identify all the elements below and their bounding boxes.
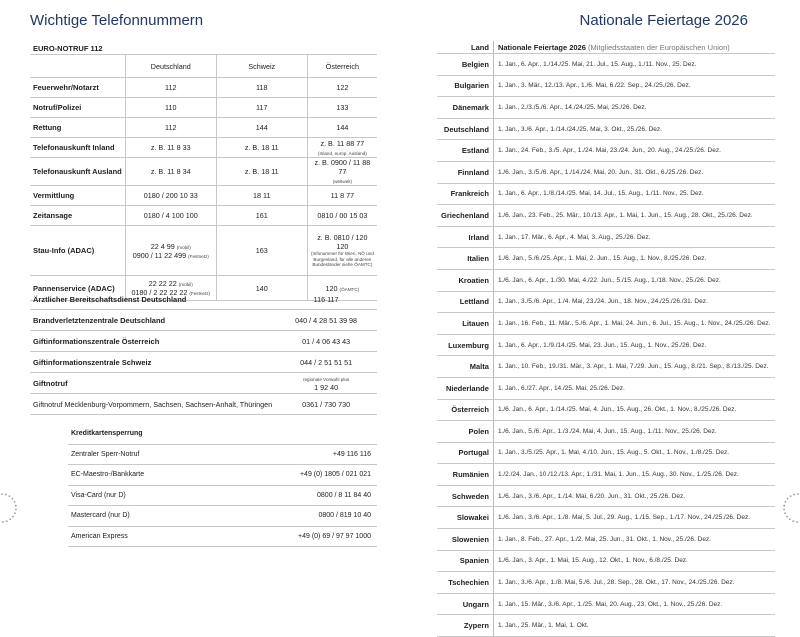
- table-row: [30, 373, 377, 394]
- value-note: (Inland, europ. Ausland): [317, 150, 367, 156]
- table-row: [437, 377, 775, 399]
- value-at: 133: [307, 98, 377, 118]
- row-label: Feuerwehr/Notarzt: [30, 78, 125, 98]
- table-row: [68, 465, 377, 486]
- country-name: Dänemark: [437, 97, 493, 119]
- row-label: Telefonauskunft Ausland: [30, 158, 125, 186]
- holiday-dates: 1. Jan., 15. Mär., 3./6. Apr., 1./25. Mai, 20. Aug., 23. Okt., 1. Nov., 25./26. Dez.: [493, 593, 774, 615]
- decorative-dot: [12, 498, 14, 500]
- value-at: [307, 138, 377, 158]
- value-de: z. B. 11 8 34: [125, 158, 216, 186]
- value-text: 0180 / 2 22 22 22: [131, 288, 188, 297]
- decorative-dot: [783, 509, 785, 511]
- table-row: [437, 54, 775, 76]
- table-row: [437, 485, 775, 507]
- value-ch: 144: [216, 118, 307, 138]
- card-label: Mastercard (nur D): [68, 506, 258, 527]
- card-label: EC-Maestro-/Bankkarte: [68, 465, 258, 486]
- value-text: 0900 / 11 22 499: [132, 250, 187, 260]
- card-number: 0800 / 8 11 84 40: [258, 485, 377, 506]
- decorative-dot: [785, 501, 787, 503]
- table-row: [437, 269, 775, 291]
- table-row: [437, 118, 775, 140]
- table-row: [30, 78, 377, 98]
- value-note: regionale Vorwahl plus: [302, 377, 350, 382]
- table-row: [437, 442, 775, 464]
- holiday-dates: 1./2./24. Jan., 10./12./13. Apr., 1./31. Mai, 1. Jun., 15. Aug., 30. Nov., 1./25./26. Dez.: [493, 464, 774, 486]
- value-de: 0180 / 200 10 33: [125, 186, 216, 206]
- col-title-text: Nationale Feiertage 2026: [497, 42, 586, 52]
- value-text: 1 92 40: [314, 383, 339, 392]
- country-name: Deutschland: [437, 118, 493, 140]
- decorative-dot: [9, 518, 11, 520]
- table-row: [437, 140, 775, 162]
- country-name: Lettland: [437, 291, 493, 313]
- country-name: Estland: [437, 140, 493, 162]
- euro-notruf-heading: EURO-NOTRUF 112: [30, 42, 377, 55]
- holiday-dates: 1./6. Jan., 3. Apr., 1. Mai, 15. Aug., 12. Okt., 1. Nov., 6./8./25. Dez.: [493, 550, 774, 572]
- country-name: Ungarn: [437, 593, 493, 615]
- holiday-dates: 1. Jan., 6. Apr., 1./14./25. Mai, 21. Jul., 15. Aug., 1./11. Nov., 25. Dez.: [493, 54, 774, 76]
- card-number: +49 (0) 1805 / 021 021: [258, 465, 377, 486]
- table-row: [437, 464, 775, 486]
- value-de: 110: [125, 98, 216, 118]
- holidays-header-row: [437, 41, 775, 54]
- table-row: [437, 75, 775, 97]
- left-page-title: Wichtige Telefonnummern: [30, 12, 204, 29]
- row-label: Stau-Info (ADAC): [30, 226, 125, 276]
- holiday-dates: 1. Jan., 8. Feb., 27. Apr., 1./2. Mai, 25. Jun., 31. Okt., 1. Nov., 25./26. Dez.: [493, 529, 774, 551]
- value-text: z. B. 0900 / 11 88 77: [314, 158, 371, 176]
- decorative-dot: [792, 520, 794, 522]
- value-at: [307, 226, 377, 276]
- decorative-dot: [793, 494, 795, 496]
- country-name: Irland: [437, 226, 493, 248]
- row-label: Pannenservice (ADAC): [30, 276, 125, 301]
- decorative-dot: [15, 505, 17, 507]
- col-land: Land: [437, 41, 493, 54]
- credit-card-table: [68, 424, 377, 547]
- value-at: 11 8 77: [307, 186, 377, 206]
- holiday-dates: 1. Jan., 16. Feb., 11. Mär., 5./6. Apr., 1. Mai, 24. Jun., 6. Jul., 15. Aug., 1. Nov., 24./25./26. Dez.: [493, 313, 774, 335]
- decorative-dot: [5, 494, 7, 496]
- table-row: [30, 206, 377, 226]
- table-row: [68, 444, 377, 465]
- value-at: [307, 158, 377, 186]
- holiday-dates: 1. Jan., 6./27. Apr., 14./25. Mai, 25./26. Dez.: [493, 377, 774, 399]
- table-row: [437, 550, 775, 572]
- holiday-dates: 1./6. Jan., 6. Apr., 1./14./25. Mai, 4. Jun., 15. Aug., 26. Okt., 1. Nov., 8./25./26. Dez.: [493, 399, 774, 421]
- country-name: Schweden: [437, 485, 493, 507]
- value-ch: 118: [216, 78, 307, 98]
- table-row: [30, 118, 377, 138]
- table-row: [30, 310, 377, 331]
- holiday-dates: 1. Jan., 2./3./5./6. Apr., 14./24./25. Mai, 25./26. Dez.: [493, 97, 774, 119]
- column-header-row: [30, 55, 377, 78]
- country-name: Niederlande: [437, 377, 493, 399]
- country-name: Polen: [437, 421, 493, 443]
- decorative-dot: [786, 516, 788, 518]
- country-name: Griechenland: [437, 205, 493, 227]
- emergency-numbers-table: [30, 42, 377, 301]
- table-row: [437, 226, 775, 248]
- decorative-dot: [787, 498, 789, 500]
- decorative-dot: [789, 518, 791, 520]
- holiday-dates: 1. Jan., 3./6. Apr., 1./8. Mai, 5./6. Jul., 28. Sep., 28. Okt., 17. Nov., 24./25./26. Dez.: [493, 572, 774, 594]
- value-ch: 161: [216, 206, 307, 226]
- country-name: Slowakei: [437, 507, 493, 529]
- holiday-dates: 1. Jan., 25. Mär., 1. Mai, 1. Okt.: [493, 615, 774, 637]
- card-label: Visa-Card (nur D): [68, 485, 258, 506]
- col-deutschland: Deutschland: [125, 55, 216, 78]
- col-holidays-title: [493, 41, 774, 54]
- value-ch: 140: [216, 276, 307, 301]
- holiday-dates: 1./6. Jan., 5./6./25. Apr., 1. Mai, 2. Jun., 15. Aug., 1. Nov., 8./25./26. Dez.: [493, 248, 774, 270]
- value-text: z. B. 11 88 77: [320, 138, 365, 148]
- value-at: 144: [307, 118, 377, 138]
- value-ch: 18 11: [216, 186, 307, 206]
- country-name: Luxemburg: [437, 334, 493, 356]
- service-number: [275, 373, 377, 394]
- country-name: Italien: [437, 248, 493, 270]
- country-name: Litauen: [437, 313, 493, 335]
- decorative-dot: [796, 521, 798, 523]
- service-label: Ärztlicher Bereitschaftsdienst Deutschland: [30, 289, 275, 310]
- table-row: [30, 331, 377, 352]
- decorative-dot: [12, 516, 14, 518]
- decorative-dot: [784, 512, 786, 514]
- value-text: 22 4 99: [150, 241, 175, 251]
- card-number: +49 116 116: [258, 444, 377, 465]
- country-name: Spanien: [437, 550, 493, 572]
- table-row: [437, 248, 775, 270]
- holidays-table: [437, 41, 775, 637]
- service-label: Giftinformationszentrale Österreich: [30, 331, 275, 352]
- table-row: [437, 399, 775, 421]
- service-number: 01 / 4 06 43 43: [275, 331, 377, 352]
- table-row: [30, 138, 377, 158]
- value-de: z. B. 11 8 33: [125, 138, 216, 158]
- row-label: Notruf/Polizei: [30, 98, 125, 118]
- holiday-dates: 1. Jan., 3. Mär., 12./13. Apr., 1./6. Mai, 6./22. Sep., 24./25./26. Dez.: [493, 75, 774, 97]
- col-oesterreich: Österreich: [307, 55, 377, 78]
- table-row: [437, 97, 775, 119]
- service-label: Brandverletztenzentrale Deutschland: [30, 310, 275, 331]
- table-row: [30, 98, 377, 118]
- country-name: Finnland: [437, 161, 493, 183]
- table-row: [30, 289, 377, 310]
- decorative-dot: [790, 495, 792, 497]
- decorative-dots-right: [766, 490, 800, 526]
- decorative-dot: [14, 501, 16, 503]
- table-row: [437, 334, 775, 356]
- decorative-dot: [9, 495, 11, 497]
- table-row: [437, 421, 775, 443]
- table-heading-row: [68, 424, 377, 444]
- table-row: [437, 313, 775, 335]
- service-label: Giftnotruf: [30, 373, 275, 394]
- decorative-dot: [14, 512, 16, 514]
- table-row: [437, 593, 775, 615]
- value-ch: 117: [216, 98, 307, 118]
- value-text: 22 22 22: [148, 279, 177, 288]
- holiday-dates: 1. Jan., 24. Feb., 3./5. Apr., 1./24. Mai, 23./24. Jun., 20. Aug., 24./25./26. Dez.: [493, 140, 774, 162]
- country-name: Tschechien: [437, 572, 493, 594]
- holiday-dates: 1. Jan., 3./5./25. Apr., 1. Mai, 4./10. Jun., 15. Aug., 5. Okt., 1. Nov., 1./8./25. Dez.: [493, 442, 774, 464]
- holiday-dates: 1. Jan., 6. Apr., 1./8./14./25. Mai, 14. Jul., 15. Aug., 1./11. Nov., 25. Dez.: [493, 183, 774, 205]
- service-label: Giftinformationszentrale Schweiz: [30, 352, 275, 373]
- table-row: [68, 485, 377, 506]
- holiday-dates: 1. Jan., 6. Apr., 1./9./14./25. Mai, 23. Jun., 15. Aug., 1. Nov., 25./26. Dez.: [493, 334, 774, 356]
- service-number: 0361 / 730 730: [275, 394, 377, 415]
- value-de: 0180 / 4 100 100: [125, 206, 216, 226]
- country-name: Rumänien: [437, 464, 493, 486]
- row-label: Zeitansage: [30, 206, 125, 226]
- decorative-dot: [1, 493, 3, 495]
- table-row: [437, 529, 775, 551]
- table-row: [30, 226, 377, 276]
- table-row: [68, 506, 377, 527]
- credit-heading: Kreditkartensperrung: [68, 424, 377, 444]
- service-number: 040 / 4 28 51 39 98: [275, 310, 377, 331]
- holiday-dates: 1. Jan., 10. Feb., 19./31. Mär., 3. Apr., 1. Mai, 7./29. Jun., 15. Aug., 8./21. Sep., 8./13./25. Dez.: [493, 356, 774, 378]
- holiday-dates: 1. Jan., 17. Mär., 6. Apr., 4. Mai, 3. Aug., 25./26. Dez.: [493, 226, 774, 248]
- country-name: Belgien: [437, 54, 493, 76]
- holiday-dates: 1./6. Jan., 3./5./6. Apr., 1./14./24. Mai, 20. Jun., 31. Okt., 6./25./26. Dez.: [493, 161, 774, 183]
- table-row: [30, 394, 377, 415]
- row-label: Rettung: [30, 118, 125, 138]
- table-row: [68, 526, 377, 547]
- service-label: Giftnotruf Mecklenburg-Vorpommern, Sachsen, Sachsen-Anhalt, Thüringen: [30, 394, 275, 415]
- value-note: (Infonummer für Wien, NÖ und Burgenland, für alle anderen Bundesländer siehe ÖAMTC): [310, 251, 374, 267]
- decorative-dot: [2, 521, 4, 523]
- value-de: 112: [125, 118, 216, 138]
- value-note: (mobil): [178, 282, 193, 287]
- value-text: z. B. 0810 / 120 120: [317, 233, 368, 252]
- card-label: American Express: [68, 526, 258, 547]
- holiday-dates: 1./6. Jan., 3./6. Apr., 1./14. Mai, 6./20. Jun., 31. Okt., 25./26. Dez.: [493, 485, 774, 507]
- card-number: 0800 / 819 10 40: [258, 506, 377, 527]
- card-label: Zentraler Sperr-Notruf: [68, 444, 258, 465]
- country-name: Österreich: [437, 399, 493, 421]
- row-label: Vermittlung: [30, 186, 125, 206]
- table-row: [437, 356, 775, 378]
- table-row: [437, 183, 775, 205]
- right-page-title: Nationale Feiertage 2026: [579, 12, 748, 29]
- table-row: [437, 161, 775, 183]
- col-subtitle-text: (Mitgliedsstaaten der Europäischen Union): [588, 42, 730, 52]
- value-ch: z. B. 18 11: [216, 158, 307, 186]
- country-name: Zypern: [437, 615, 493, 637]
- country-name: Portugal: [437, 442, 493, 464]
- col-schweiz: Schweiz: [216, 55, 307, 78]
- value-de: 112: [125, 78, 216, 98]
- country-name: Malta: [437, 356, 493, 378]
- table-row: [30, 186, 377, 206]
- decorative-dot: [15, 509, 17, 511]
- value-text: 120: [325, 283, 338, 293]
- holiday-dates: 1./6. Jan., 3./6. Apr., 1./8. Mai, 5. Jul., 29. Aug., 1./15. Sep., 1./17. Nov., 24./25./26. Dez.: [493, 507, 774, 529]
- value-de: [125, 226, 216, 276]
- value-note: (Festnetz): [188, 253, 209, 259]
- table-row: [437, 205, 775, 227]
- country-name: Kroatien: [437, 269, 493, 291]
- holiday-dates: 1./6. Jan., 5./6. Apr., 1./3./24. Mai, 4. Jun., 15. Aug., 1./11. Nov., 25./26. Dez.: [493, 421, 774, 443]
- table-row: [30, 352, 377, 373]
- value-note: (ÖAMTC): [339, 286, 360, 292]
- holiday-dates: 1./6. Jan., 6. Apr., 1./30. Mai, 4./22. Jun., 5./15. Aug., 1./18. Nov., 25./26. Dez.: [493, 269, 774, 291]
- card-number: +49 (0) 69 / 97 97 1000: [258, 526, 377, 547]
- table-row: [437, 615, 775, 637]
- value-at: 122: [307, 78, 377, 98]
- country-name: Frankreich: [437, 183, 493, 205]
- table-row: [437, 291, 775, 313]
- holiday-dates: 1. Jan., 3./5./6. Apr., 1./4. Mai, 23./24. Jun., 18. Nov., 24./25./26./31. Dez.: [493, 291, 774, 313]
- value-note: (mobil): [176, 244, 191, 250]
- decorative-dots-left: [0, 490, 34, 526]
- country-name: Slowenien: [437, 529, 493, 551]
- value-ch: z. B. 18 11: [216, 138, 307, 158]
- table-row: [437, 507, 775, 529]
- holiday-dates: 1. Jan., 3./6. Apr., 1./14./24./25. Mai, 3. Okt., 25./26. Dez.: [493, 118, 774, 140]
- row-label: Telefonauskunft Inland: [30, 138, 125, 158]
- value-note: (Festnetz): [189, 291, 211, 296]
- decorative-dot: [783, 505, 785, 507]
- decorative-dot: [797, 493, 799, 495]
- decorative-dot: [6, 520, 8, 522]
- table-row: [30, 158, 377, 186]
- service-number: 116 117: [275, 289, 377, 310]
- value-ch: 163: [216, 226, 307, 276]
- country-name: Bulgarien: [437, 75, 493, 97]
- service-number: 044 / 2 51 51 51: [275, 352, 377, 373]
- value-at: 0810 / 00 15 03: [307, 206, 377, 226]
- value-note: (weltweit): [332, 179, 353, 184]
- table-row: [437, 572, 775, 594]
- table-heading-row: [30, 42, 377, 55]
- holiday-dates: 1./6. Jan., 23. Feb., 25. Mär., 10./13. Apr., 1. Mai, 1. Jun., 15. Aug., 28. Okt., 25./26. Dez.: [493, 205, 774, 227]
